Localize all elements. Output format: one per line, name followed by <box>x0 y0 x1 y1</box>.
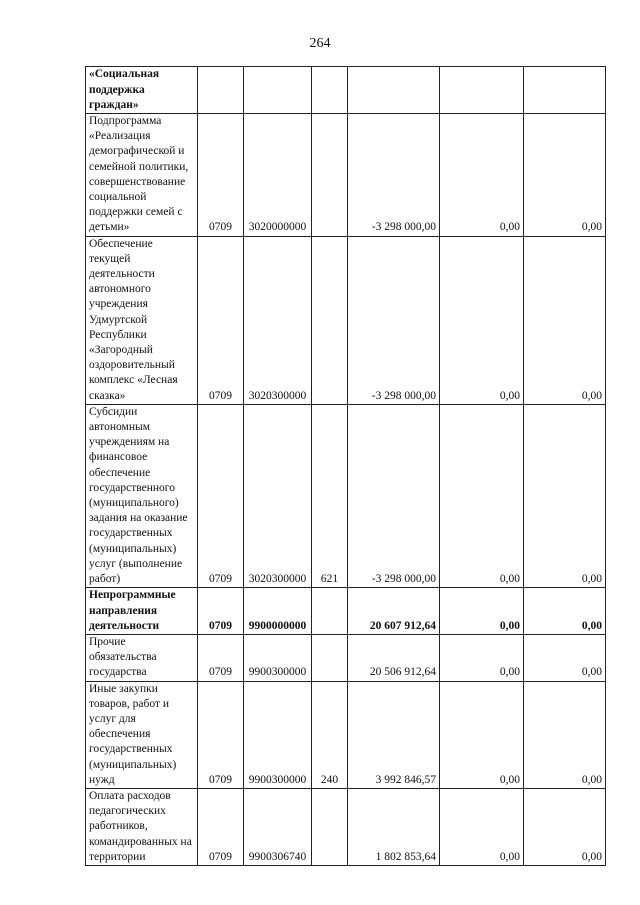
cell-amount-1: 3 992 846,57 <box>348 681 440 788</box>
cell-name: «Социальная поддержка граждан» <box>86 67 198 114</box>
cell-name: Непрограммные направления деятельности <box>86 588 198 635</box>
cell-target-article <box>244 67 312 114</box>
cell-amount-2: 0,00 <box>440 681 524 788</box>
cell-amount-1 <box>348 67 440 114</box>
cell-expense-type <box>312 588 348 635</box>
cell-amount-2: 0,00 <box>440 788 524 865</box>
cell-amount-1: -3 298 000,00 <box>348 236 440 404</box>
cell-expense-type <box>312 114 348 237</box>
cell-amount-2: 0,00 <box>440 236 524 404</box>
table-body <box>86 67 606 866</box>
cell-amount-1: 20 607 912,64 <box>348 588 440 635</box>
cell-target-article: 3020300000 <box>244 404 312 587</box>
cell-expense-type <box>312 236 348 404</box>
cell-amount-3: 0,00 <box>524 114 606 237</box>
cell-amount-3: 0,00 <box>524 788 606 865</box>
cell-section: 0709 <box>198 634 244 681</box>
table-row <box>86 788 606 865</box>
cell-amount-1: -3 298 000,00 <box>348 114 440 237</box>
table-row <box>86 236 606 404</box>
cell-amount-2: 0,00 <box>440 114 524 237</box>
table-row <box>86 588 606 635</box>
cell-amount-3: 0,00 <box>524 236 606 404</box>
cell-amount-2 <box>440 67 524 114</box>
cell-amount-3: 0,00 <box>524 681 606 788</box>
cell-section: 0709 <box>198 404 244 587</box>
table-row <box>86 404 606 587</box>
cell-amount-2: 0,00 <box>440 588 524 635</box>
cell-section <box>198 67 244 114</box>
cell-expense-type <box>312 788 348 865</box>
cell-target-article: 9900306740 <box>244 788 312 865</box>
page-number: 264 <box>309 36 331 51</box>
cell-target-article: 9900300000 <box>244 634 312 681</box>
cell-section: 0709 <box>198 588 244 635</box>
budget-table <box>85 66 606 866</box>
cell-name: Подпрограмма «Реализация демографической и семейной политики, совершенствование социальной поддержки семей с детьми» <box>86 114 198 237</box>
cell-section: 0709 <box>198 114 244 237</box>
cell-target-article: 9900000000 <box>244 588 312 635</box>
cell-expense-type: 621 <box>312 404 348 587</box>
cell-expense-type <box>312 634 348 681</box>
cell-amount-1: -3 298 000,00 <box>348 404 440 587</box>
cell-name: Оплата расходов педагогических работников, командированных на территории <box>86 788 198 865</box>
cell-amount-2: 0,00 <box>440 634 524 681</box>
cell-amount-3 <box>524 67 606 114</box>
cell-amount-3: 0,00 <box>524 404 606 587</box>
cell-expense-type <box>312 67 348 114</box>
cell-target-article: 3020000000 <box>244 114 312 237</box>
cell-target-article: 9900300000 <box>244 681 312 788</box>
table-row <box>86 634 606 681</box>
cell-target-article: 3020300000 <box>244 236 312 404</box>
table-row <box>86 681 606 788</box>
cell-section: 0709 <box>198 236 244 404</box>
cell-amount-3: 0,00 <box>524 634 606 681</box>
cell-amount-3: 0,00 <box>524 588 606 635</box>
cell-name: Субсидии автономным учреждениям на финансовое обеспечение государственного (муниципального) задания на оказание государственных (муниципальных) услуг (выполнение работ) <box>86 404 198 587</box>
table-row <box>86 67 606 114</box>
cell-section: 0709 <box>198 681 244 788</box>
cell-amount-1: 20 506 912,64 <box>348 634 440 681</box>
cell-expense-type: 240 <box>312 681 348 788</box>
cell-name: Обеспечение текущей деятельности автономного учреждения Удмуртской Республики «Загородный оздоровительный комплекс «Лесная сказка» <box>86 236 198 404</box>
cell-amount-2: 0,00 <box>440 404 524 587</box>
cell-section: 0709 <box>198 788 244 865</box>
cell-name: Иные закупки товаров, работ и услуг для обеспечения государственных (муниципальных) нужд <box>86 681 198 788</box>
cell-name: Прочие обязательства государства <box>86 634 198 681</box>
table-row <box>86 114 606 237</box>
cell-amount-1: 1 802 853,64 <box>348 788 440 865</box>
